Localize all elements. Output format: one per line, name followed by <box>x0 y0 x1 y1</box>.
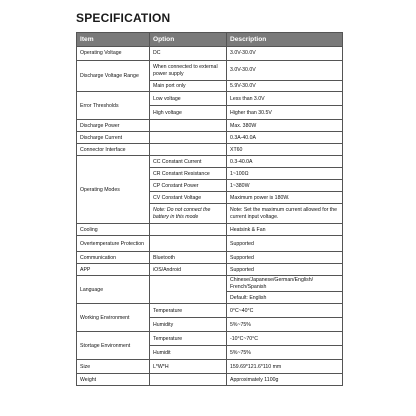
table-row <box>77 224 343 236</box>
table-row <box>77 374 343 386</box>
option-cell: Main port only <box>150 81 227 92</box>
item-cell: Discharge Power <box>77 120 150 132</box>
description-cell: 0°C~40°C <box>227 304 343 318</box>
description-cell: Maximum power is 180W. <box>227 192 343 204</box>
item-cell: Overtemperature Protection <box>77 236 150 252</box>
option-cell: Temperature <box>150 332 227 346</box>
description-cell: XT60 <box>227 144 343 156</box>
description-cell: 0.3-40.0A <box>227 156 343 168</box>
description-cell: Higher than 30.5V <box>227 106 343 120</box>
option-cell: Humidity <box>150 318 227 332</box>
description-cell: 3.0V-30.0V <box>227 47 343 61</box>
table-row <box>77 156 343 168</box>
table-row <box>77 47 343 61</box>
option-cell: DC <box>150 47 227 61</box>
table-header-row <box>77 33 343 47</box>
item-cell: Weight <box>77 374 150 386</box>
page-title: SPECIFICATION <box>76 11 171 25</box>
description-cell: 5.9V-30.0V <box>227 81 343 92</box>
item-cell: Connector Interface <box>77 144 150 156</box>
item-cell: Error Thresholds <box>77 92 150 120</box>
description-cell: Chinese/Japanese/German/English/ French/Spanish <box>227 276 343 292</box>
description-cell: -10°C~70°C <box>227 332 343 346</box>
option-cell <box>150 374 227 386</box>
description-cell: Approximately 1100g <box>227 374 343 386</box>
description-cell: Note: Set the maximum current allowed for the current input voltage. <box>227 204 343 224</box>
option-cell: iOS/Android <box>150 264 227 276</box>
description-cell: Default: English <box>227 292 343 304</box>
option-cell <box>150 120 227 132</box>
option-cell: High voltage <box>150 106 227 120</box>
description-cell: Supported <box>227 236 343 252</box>
table-row <box>77 144 343 156</box>
item-cell: Discharge Voltage Range <box>77 61 150 92</box>
description-cell: Supported <box>227 264 343 276</box>
option-cell: CC Constant Current <box>150 156 227 168</box>
table-row <box>77 332 343 346</box>
option-cell: When connected to external power supply <box>150 61 227 81</box>
header-item: Item <box>77 33 150 47</box>
description-cell: 159.69*121.6*110 mm <box>227 360 343 374</box>
header-description: Description <box>227 33 343 47</box>
description-cell: 0.3A-40.0A <box>227 132 343 144</box>
option-cell <box>150 132 227 144</box>
description-cell: Less than 3.0V <box>227 92 343 106</box>
option-cell <box>150 276 227 304</box>
description-cell: 1~380W <box>227 180 343 192</box>
description-cell: Heatsink & Fan <box>227 224 343 236</box>
option-cell <box>150 224 227 236</box>
description-cell: 5%~75% <box>227 346 343 360</box>
item-cell: Operating Modes <box>77 156 150 224</box>
option-cell: Humidit <box>150 346 227 360</box>
item-cell: APP <box>77 264 150 276</box>
table-row <box>77 92 343 106</box>
option-cell: Low voltage <box>150 92 227 106</box>
header-option: Option <box>150 33 227 47</box>
table-row <box>77 360 343 374</box>
description-cell: Max. 380W <box>227 120 343 132</box>
table-row <box>77 276 343 292</box>
table-row <box>77 252 343 264</box>
option-cell: CV Constant Voltage <box>150 192 227 204</box>
option-cell: CR Constant Resistance <box>150 168 227 180</box>
table-row <box>77 264 343 276</box>
description-cell: Supported <box>227 252 343 264</box>
item-cell: Cooling <box>77 224 150 236</box>
description-cell: 3.0V-30.0V <box>227 61 343 81</box>
item-cell: Communication <box>77 252 150 264</box>
description-cell: 5%~75% <box>227 318 343 332</box>
item-cell: Working Environment <box>77 304 150 332</box>
option-cell: CP Constant Power <box>150 180 227 192</box>
description-cell: 1~100Ω <box>227 168 343 180</box>
option-cell: Temperature <box>150 304 227 318</box>
option-cell <box>150 236 227 252</box>
table-row <box>77 120 343 132</box>
table-row <box>77 236 343 252</box>
item-cell: Discharge Current <box>77 132 150 144</box>
item-cell: Operating Voltage <box>77 47 150 61</box>
item-cell: Language <box>77 276 150 304</box>
note-cell: Note: Do not connect the battery in this mode <box>150 204 227 224</box>
option-cell: L*W*H <box>150 360 227 374</box>
option-cell: Bluetooth <box>150 252 227 264</box>
item-cell: Size <box>77 360 150 374</box>
table-row <box>77 304 343 318</box>
table-row <box>77 61 343 81</box>
specification-table <box>76 32 343 386</box>
option-cell <box>150 144 227 156</box>
table-row <box>77 132 343 144</box>
item-cell: Stortage Environment <box>77 332 150 360</box>
